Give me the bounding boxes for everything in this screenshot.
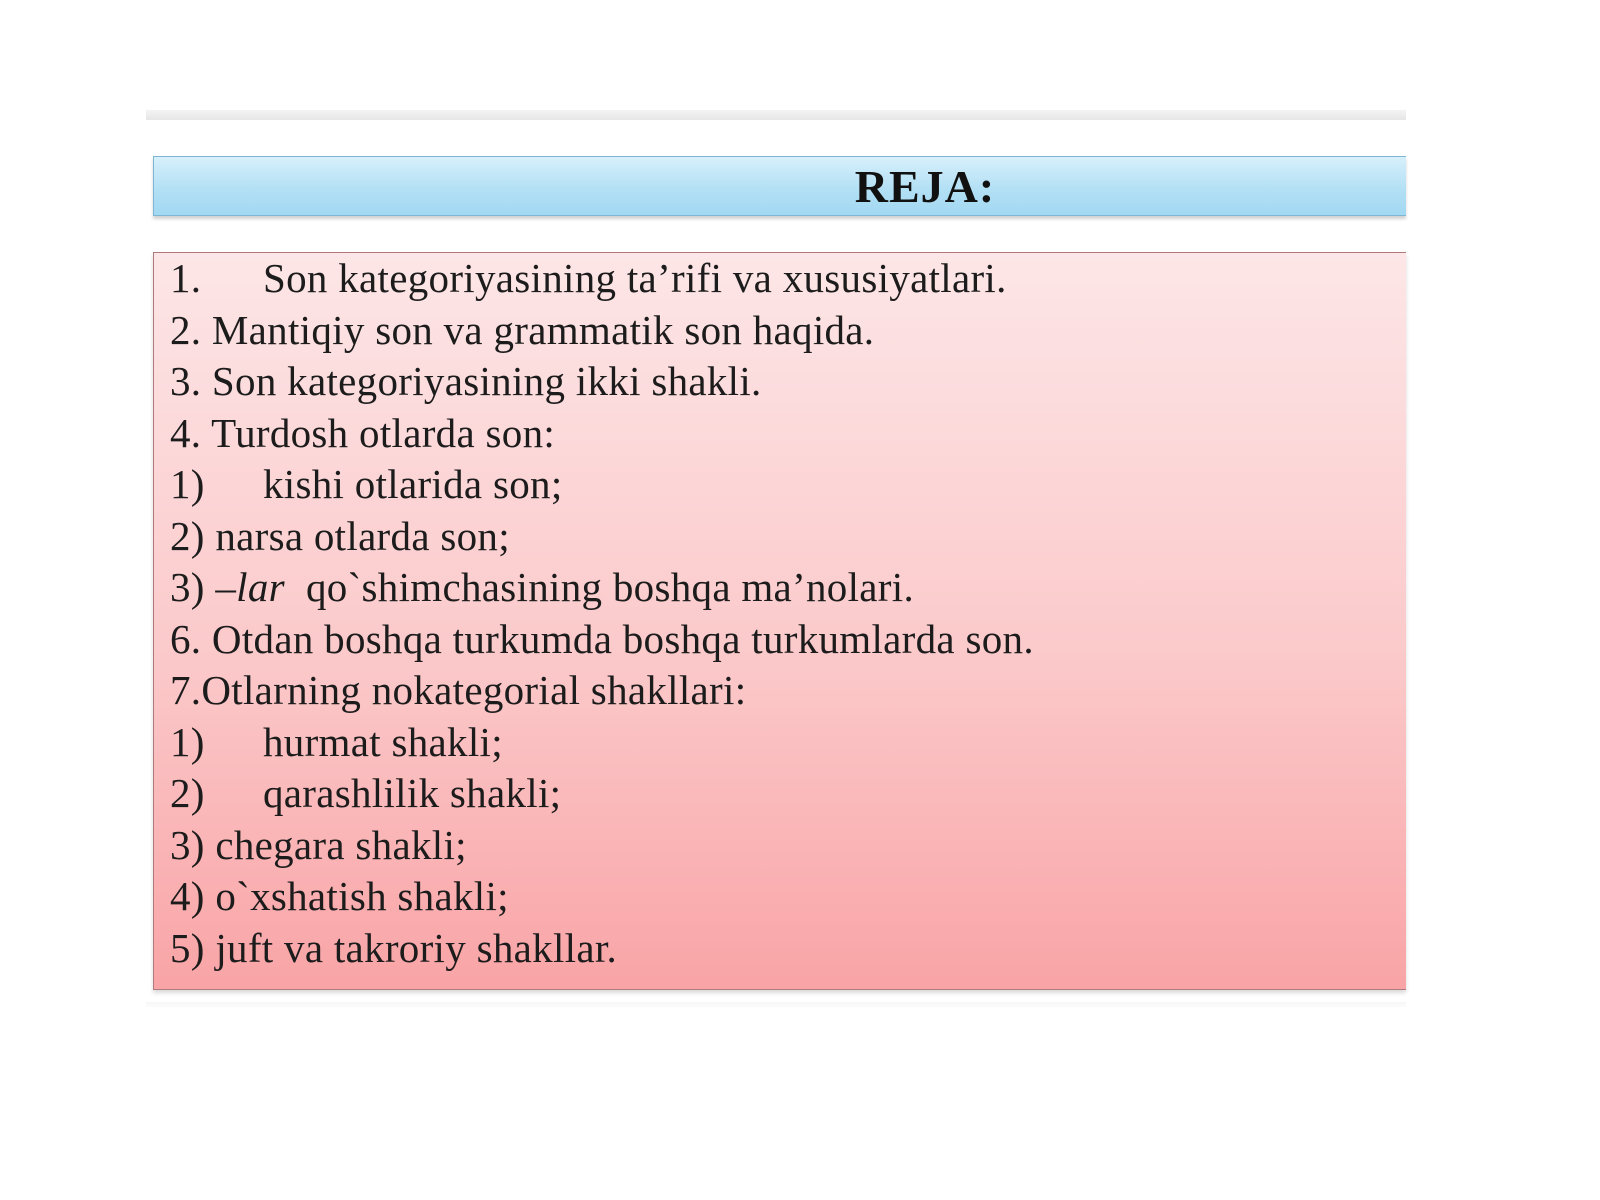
item-text: qarashlilik shakli; [263,770,562,816]
item-number: 7. [170,667,202,713]
item-number: 3. [170,358,202,404]
page-title: REJA: [854,161,996,212]
list-item [170,717,1034,769]
item-text: kishi otlarida son; [263,461,563,507]
list-item [170,923,1034,975]
item-number: 2) [170,512,205,559]
item-text: Mantiqiy son va grammatik son haqida. [211,306,875,353]
item-text: Otlarning nokategorial shakllari: [201,667,747,713]
item-number: 1. [170,255,202,301]
item-number: 1) [170,461,205,507]
list-item [170,356,1034,408]
list-item [170,665,1034,717]
item-text: Turdosh otlarda son: [211,409,556,456]
list-item [170,614,1034,666]
item-text: o`xshatish shakli; [215,873,509,919]
item-text: Son kategoriyasining ta’rifi va xususiyatlari. [263,255,1007,301]
list-item [170,871,1034,923]
item-number: 3) [170,821,205,868]
item-text: juft va takroriy shakllar. [215,924,618,971]
list-item [170,253,1034,305]
top-divider [146,110,1406,120]
list-item [170,459,1034,511]
item-number: 4) [170,873,205,919]
item-text: hurmat shakli; [263,718,503,765]
plan-list [170,253,1034,974]
item-text: Otdan boshqa turkumda boshqa turkumlarda son. [211,615,1034,662]
item-number: 1) [170,718,205,765]
bottom-divider [146,1002,1406,1007]
list-item [170,305,1034,357]
title-bar [153,156,1406,216]
item-number: 2) [170,770,205,816]
list-item [170,768,1034,820]
item-suffix: –lar [215,564,285,610]
list-item [170,562,1034,614]
item-number: 3) [170,564,205,610]
list-item [170,408,1034,460]
item-number: 5) [170,924,205,971]
list-item [170,511,1034,563]
plan-box [153,252,1406,990]
item-number: 6. [170,615,202,662]
item-text: narsa otlarda son; [215,512,510,559]
item-text: Son kategoriyasining ikki shakli. [211,358,762,404]
item-number: 4. [170,409,202,456]
item-number: 2. [170,306,202,353]
list-item [170,820,1034,872]
item-text: qo`shimchasining boshqa ma’nolari. [295,564,914,610]
item-text: chegara shakli; [215,821,467,868]
